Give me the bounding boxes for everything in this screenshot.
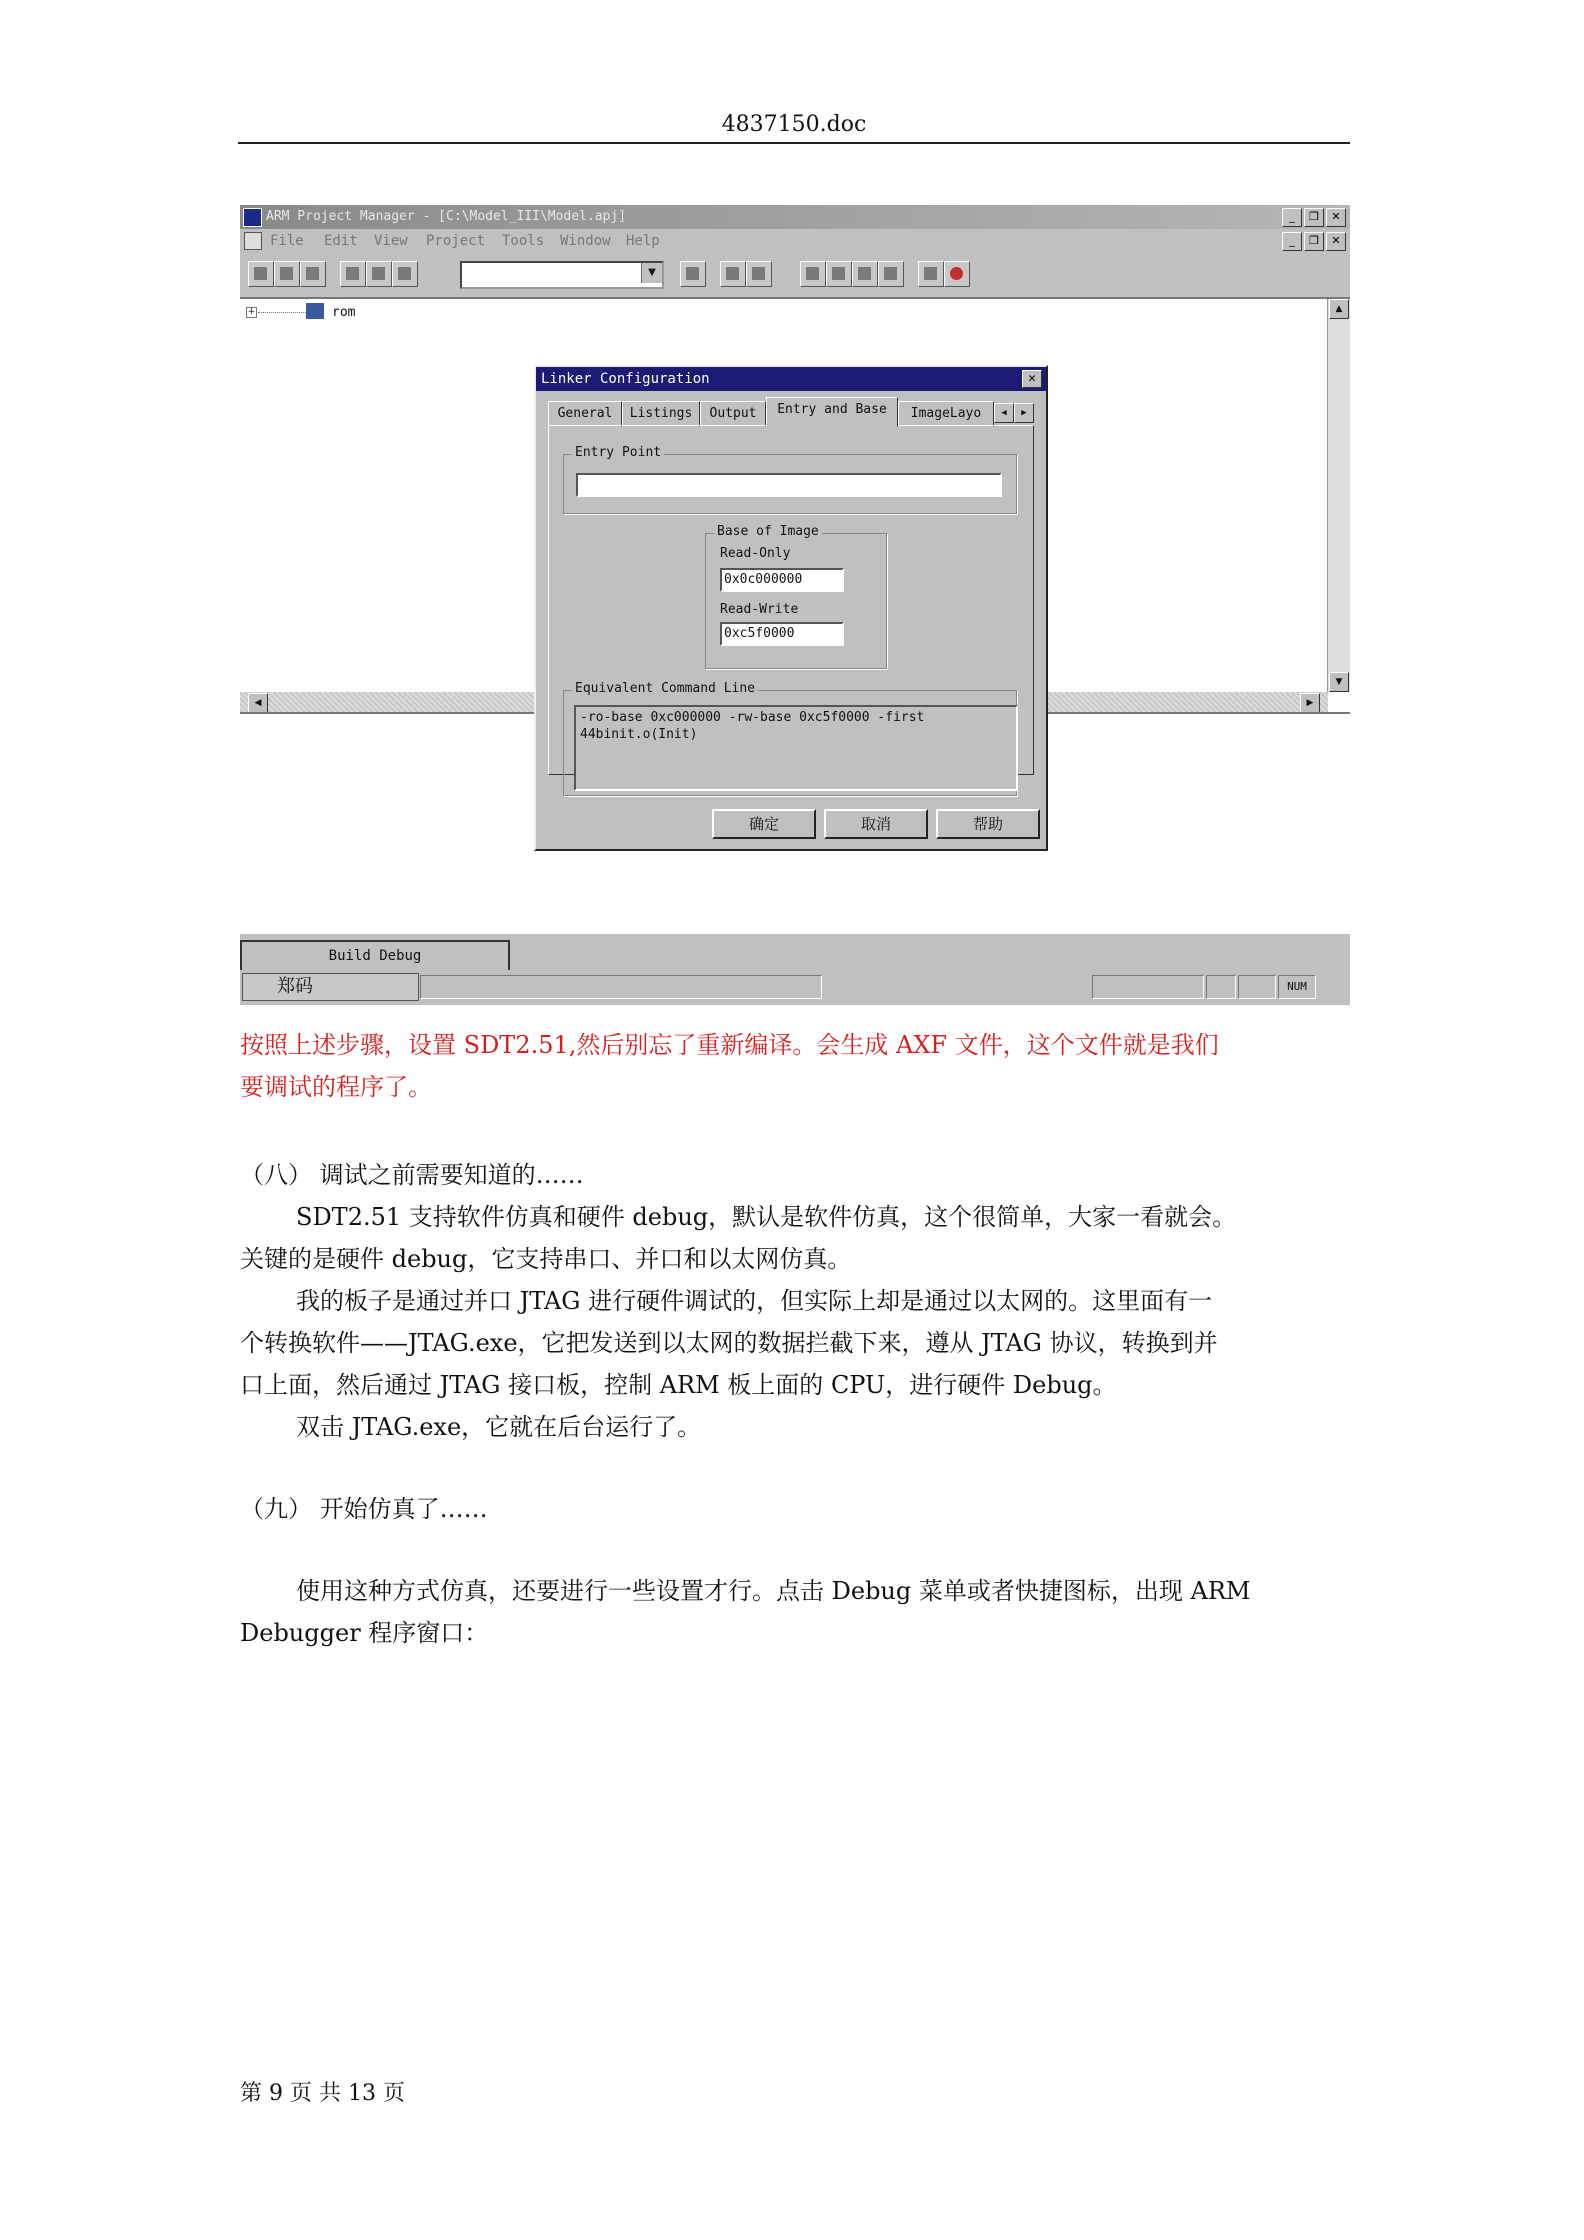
equivalent-command-line-label: Equivalent Command Line (572, 681, 758, 696)
dialog-title: Linker Configuration (541, 371, 710, 387)
section-heading-8: （八） 调试之前需要知道的…… (240, 1161, 584, 1189)
base-of-image-label: Base of Image (714, 524, 822, 539)
menu-view[interactable]: View (374, 233, 408, 249)
scroll-down-icon[interactable]: ▼ (1329, 672, 1349, 692)
status-pane (1206, 975, 1236, 999)
expand-icon[interactable]: + (247, 307, 256, 317)
view-icon[interactable] (720, 261, 746, 287)
tab-panel (548, 425, 1034, 775)
window-title: ARM Project Manager - [C:\Model_III\Model.apj] (266, 209, 627, 224)
command-line-text: -ro-base 0xc000000 -rw-base 0xc5f0000 -first 44binit.o(Init) (574, 705, 1018, 791)
ime-label: 郑码 (277, 976, 313, 997)
menu-window[interactable]: Window (560, 233, 611, 249)
menu-tools[interactable]: Tools (502, 233, 545, 249)
tab-entry-and-base[interactable]: Entry and Base (766, 397, 898, 427)
equivalent-command-line-group (563, 681, 1017, 796)
menu-help[interactable]: Help (626, 233, 660, 249)
paragraph-line: Debugger 程序窗口： (240, 1619, 489, 1647)
read-write-input[interactable]: 0xc5f0000 (720, 622, 844, 646)
paragraph-line: 我的板子是通过并口 JTAG 进行硬件调试的，但实际上却是通过以太网的。这里面有一 (296, 1287, 1213, 1315)
close-icon[interactable]: ✕ (1022, 370, 1042, 388)
paragraph-line: 口上面，然后通过 JTAG 接口板，控制 ARM 板上面的 CPU，进行硬件 Debug。 (240, 1371, 1117, 1399)
base-of-image-group (705, 524, 887, 669)
stop-icon[interactable] (944, 261, 970, 287)
ok-button[interactable]: 确定 (712, 809, 816, 839)
debug-icon[interactable] (918, 261, 944, 287)
tab-scroll-right-icon[interactable]: ▶ (1014, 403, 1034, 423)
tree-view-icon[interactable] (746, 261, 772, 287)
window-titlebar (240, 205, 1350, 229)
document-header: 4837150.doc (721, 112, 867, 137)
open-folder-icon[interactable] (274, 261, 300, 287)
dialog-titlebar (536, 367, 1046, 391)
menu-edit[interactable]: Edit (324, 233, 358, 249)
status-bar (240, 970, 1350, 1002)
child-restore-icon[interactable]: ❐ (1304, 232, 1324, 251)
section-heading-9: （九） 开始仿真了…… (240, 1495, 488, 1523)
child-minimize-icon[interactable]: _ (1282, 232, 1302, 251)
tab-build-debug[interactable]: Build Debug (240, 940, 510, 972)
toolbar-combo[interactable] (460, 261, 664, 289)
chevron-down-icon[interactable]: ▼ (641, 263, 662, 283)
status-pane (420, 975, 822, 999)
paragraph-line: 关键的是硬件 debug，它支持串口、并口和以太网仿真。 (240, 1245, 852, 1273)
paste-icon[interactable] (392, 261, 418, 287)
menu-project[interactable]: Project (426, 233, 486, 249)
app-icon (243, 208, 262, 227)
read-write-label: Read-Write (720, 602, 799, 617)
folder-icon (306, 303, 324, 319)
paragraph-line: 双击 JTAG.exe，它就在后台运行了。 (296, 1413, 702, 1441)
tree-item-rom[interactable]: rom (332, 305, 356, 320)
ime-bar[interactable] (242, 973, 419, 1001)
new-file-icon[interactable] (248, 261, 274, 287)
tab-image-layout[interactable]: ImageLayo (898, 401, 994, 427)
close-icon[interactable]: ✕ (1326, 208, 1346, 227)
menu-file[interactable]: File (270, 233, 304, 249)
project-icon[interactable] (826, 261, 852, 287)
scroll-right-icon[interactable]: ▶ (1300, 693, 1320, 713)
entry-point-input[interactable] (576, 473, 1002, 497)
arm-project-manager-screenshot (240, 205, 1350, 1005)
toolbar (240, 255, 1350, 291)
scroll-left-icon[interactable]: ◀ (248, 693, 268, 713)
vertical-scrollbar[interactable] (1327, 299, 1350, 692)
menu-bar (240, 229, 1350, 253)
header-rule (238, 142, 1350, 144)
build-icon[interactable] (800, 261, 826, 287)
read-only-input[interactable]: 0x0c000000 (720, 568, 844, 592)
print-icon[interactable] (680, 261, 706, 287)
num-lock-indicator: NUM (1278, 975, 1316, 999)
paragraph-line: SDT2.51 支持软件仿真和硬件 debug，默认是软件仿真，这个很简单，大家一看就会。 (296, 1203, 1237, 1231)
save-icon[interactable] (300, 261, 326, 287)
child-close-icon[interactable]: ✕ (1326, 232, 1346, 251)
linker-configuration-dialog (534, 365, 1048, 851)
scroll-up-icon[interactable]: ▲ (1329, 299, 1349, 319)
paragraph-line: 个转换软件——JTAG.exe，它把发送到以太网的数据拦截下来，遵从 JTAG 协议，转换到并 (240, 1329, 1218, 1357)
tab-general[interactable]: General (548, 401, 622, 427)
cancel-button[interactable]: 取消 (824, 809, 928, 839)
document-icon (244, 232, 262, 250)
minimize-icon[interactable]: _ (1282, 208, 1302, 227)
tools-icon[interactable] (878, 261, 904, 287)
entry-point-group (563, 445, 1017, 514)
help-button[interactable]: 帮助 (936, 809, 1040, 839)
copy-icon[interactable] (366, 261, 392, 287)
page-footer: 第 9 页 共 13 页 (240, 2081, 405, 2106)
grid-icon[interactable] (852, 261, 878, 287)
note-line-2: 要调试的程序了。 (240, 1073, 432, 1101)
entry-point-label: Entry Point (572, 445, 664, 460)
tab-listings[interactable]: Listings (622, 401, 700, 427)
restore-icon[interactable]: ❐ (1304, 208, 1324, 227)
tab-output[interactable]: Output (700, 401, 766, 427)
status-pane (1238, 975, 1276, 999)
paragraph-line: 使用这种方式仿真，还要进行一些设置才行。点击 Debug 菜单或者快捷图标，出现 ARM (296, 1577, 1251, 1605)
status-pane (1092, 975, 1204, 999)
tab-scroll-left-icon[interactable]: ◀ (994, 403, 1014, 423)
note-line-1: 按照上述步骤，设置 SDT2.51,然后别忘了重新编译。会生成 AXF 文件，这个文件就是我们 (240, 1031, 1219, 1059)
read-only-label: Read-Only (720, 546, 791, 561)
cut-icon[interactable] (340, 261, 366, 287)
